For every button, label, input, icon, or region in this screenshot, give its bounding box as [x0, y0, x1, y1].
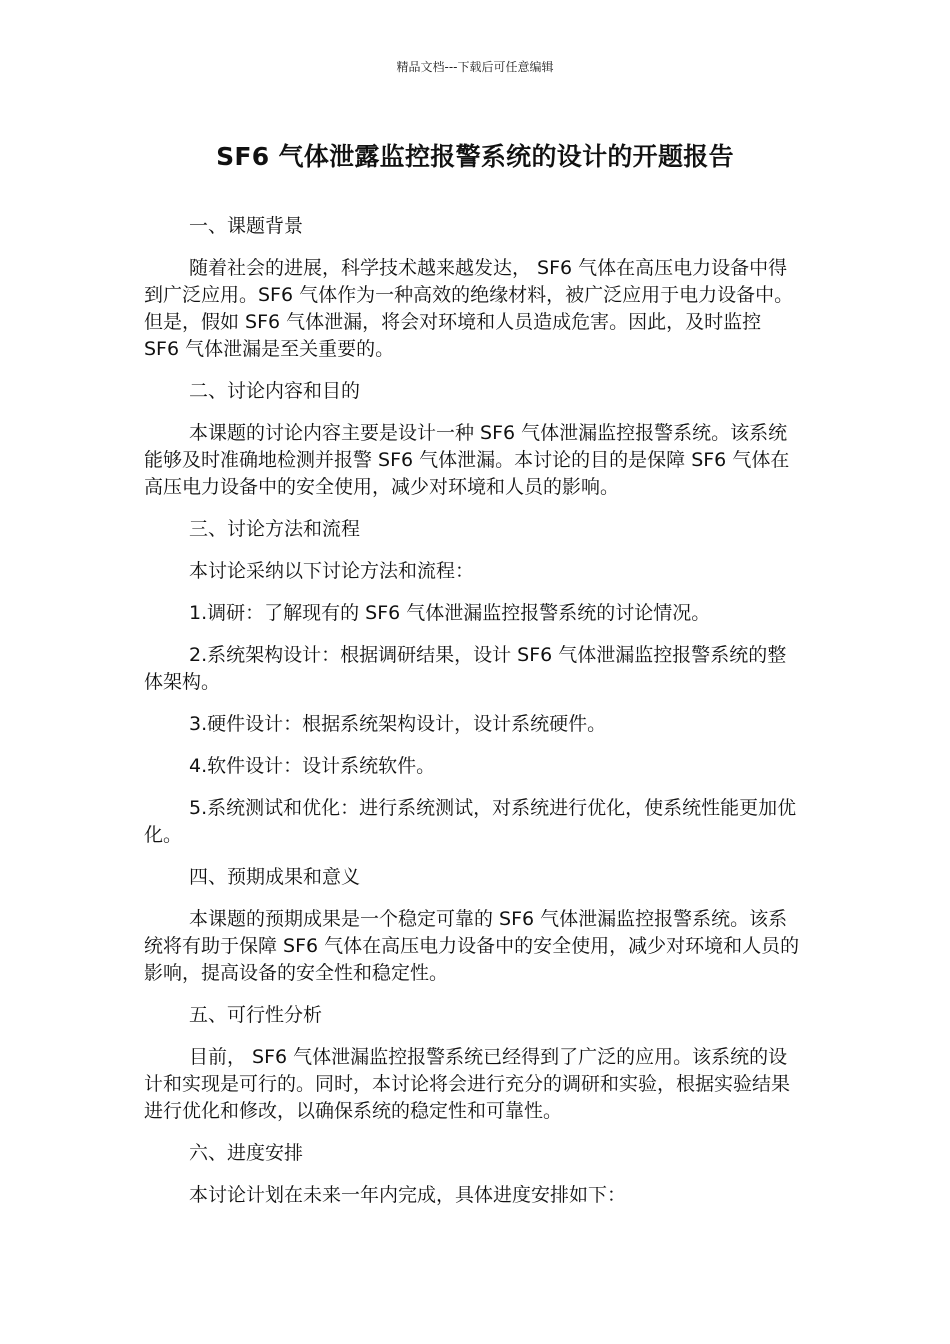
body-paragraph: 本讨论计划在未来一年内完成，具体进度安排如下： [189, 1184, 627, 1206]
section-heading: 四、预期成果和意义 [189, 866, 361, 888]
section-heading: 三、讨论方法和流程 [189, 518, 361, 540]
section-heading: 一、课题背景 [189, 215, 304, 237]
list-item: 1.调研：了解现有的 SF6 气体泄漏监控报警系统的讨论情况。 [189, 602, 711, 624]
body-paragraph: 本课题的预期成果是一个稳定可靠的 SF6 气体泄漏监控报警系统。该系统将有助于保障 SF6 气体在高压电力设备中的安全使用，减少对环境和人员的影响，提高设备的安全性和稳定性。 [144, 908, 800, 984]
section-heading: 五、可行性分析 [189, 1004, 323, 1026]
body-paragraph: 本课题的讨论内容主要是设计一种 SF6 气体泄漏监控报警系统。该系统能够及时准确地检测并报警 SF6 气体泄漏。本讨论的目的是保障 SF6 气体在高压电力设备中的安全使用，减少对环境和人员的影响。 [144, 422, 790, 498]
section-heading: 六、进度安排 [189, 1142, 304, 1164]
header-note: 精品文档---下载后可任意编辑 [396, 60, 554, 74]
list-item: 4.软件设计：设计系统软件。 [189, 755, 436, 777]
list-item: 5.系统测试和优化：进行系统测试，对系统进行优化，使系统性能更加优化。 [144, 797, 797, 846]
section-heading: 二、讨论内容和目的 [189, 380, 361, 402]
list-item: 3.硬件设计：根据系统架构设计，设计系统硬件。 [189, 713, 607, 735]
document-body [144, 213, 802, 1224]
body-paragraph: 随着社会的进展，科学技术越来越发达， SF6 气体在高压电力设备中得到广泛应用。SF6 气体作为一种高效的绝缘材料，被广泛应用于电力设备中。但是，假如 SF6 气体泄漏，将会对环境和人员造成危害。因此，及时监控 SF6 气体泄漏是至关重要的。 [144, 257, 794, 360]
document-title: SF6 气体泄露监控报警系统的设计的开题报告 [216, 142, 734, 171]
body-paragraph: 本讨论采纳以下讨论方法和流程： [189, 560, 475, 582]
body-paragraph: 目前， SF6 气体泄漏监控报警系统已经得到了广泛的应用。该系统的设计和实现是可行的。同时，本讨论将会进行充分的调研和实验，根据实验结果进行优化和修改，以确保系统的稳定性和可靠性。 [144, 1046, 791, 1122]
list-item: 2.系统架构设计：根据调研结果，设计 SF6 气体泄漏监控报警系统的整体架构。 [144, 644, 787, 693]
